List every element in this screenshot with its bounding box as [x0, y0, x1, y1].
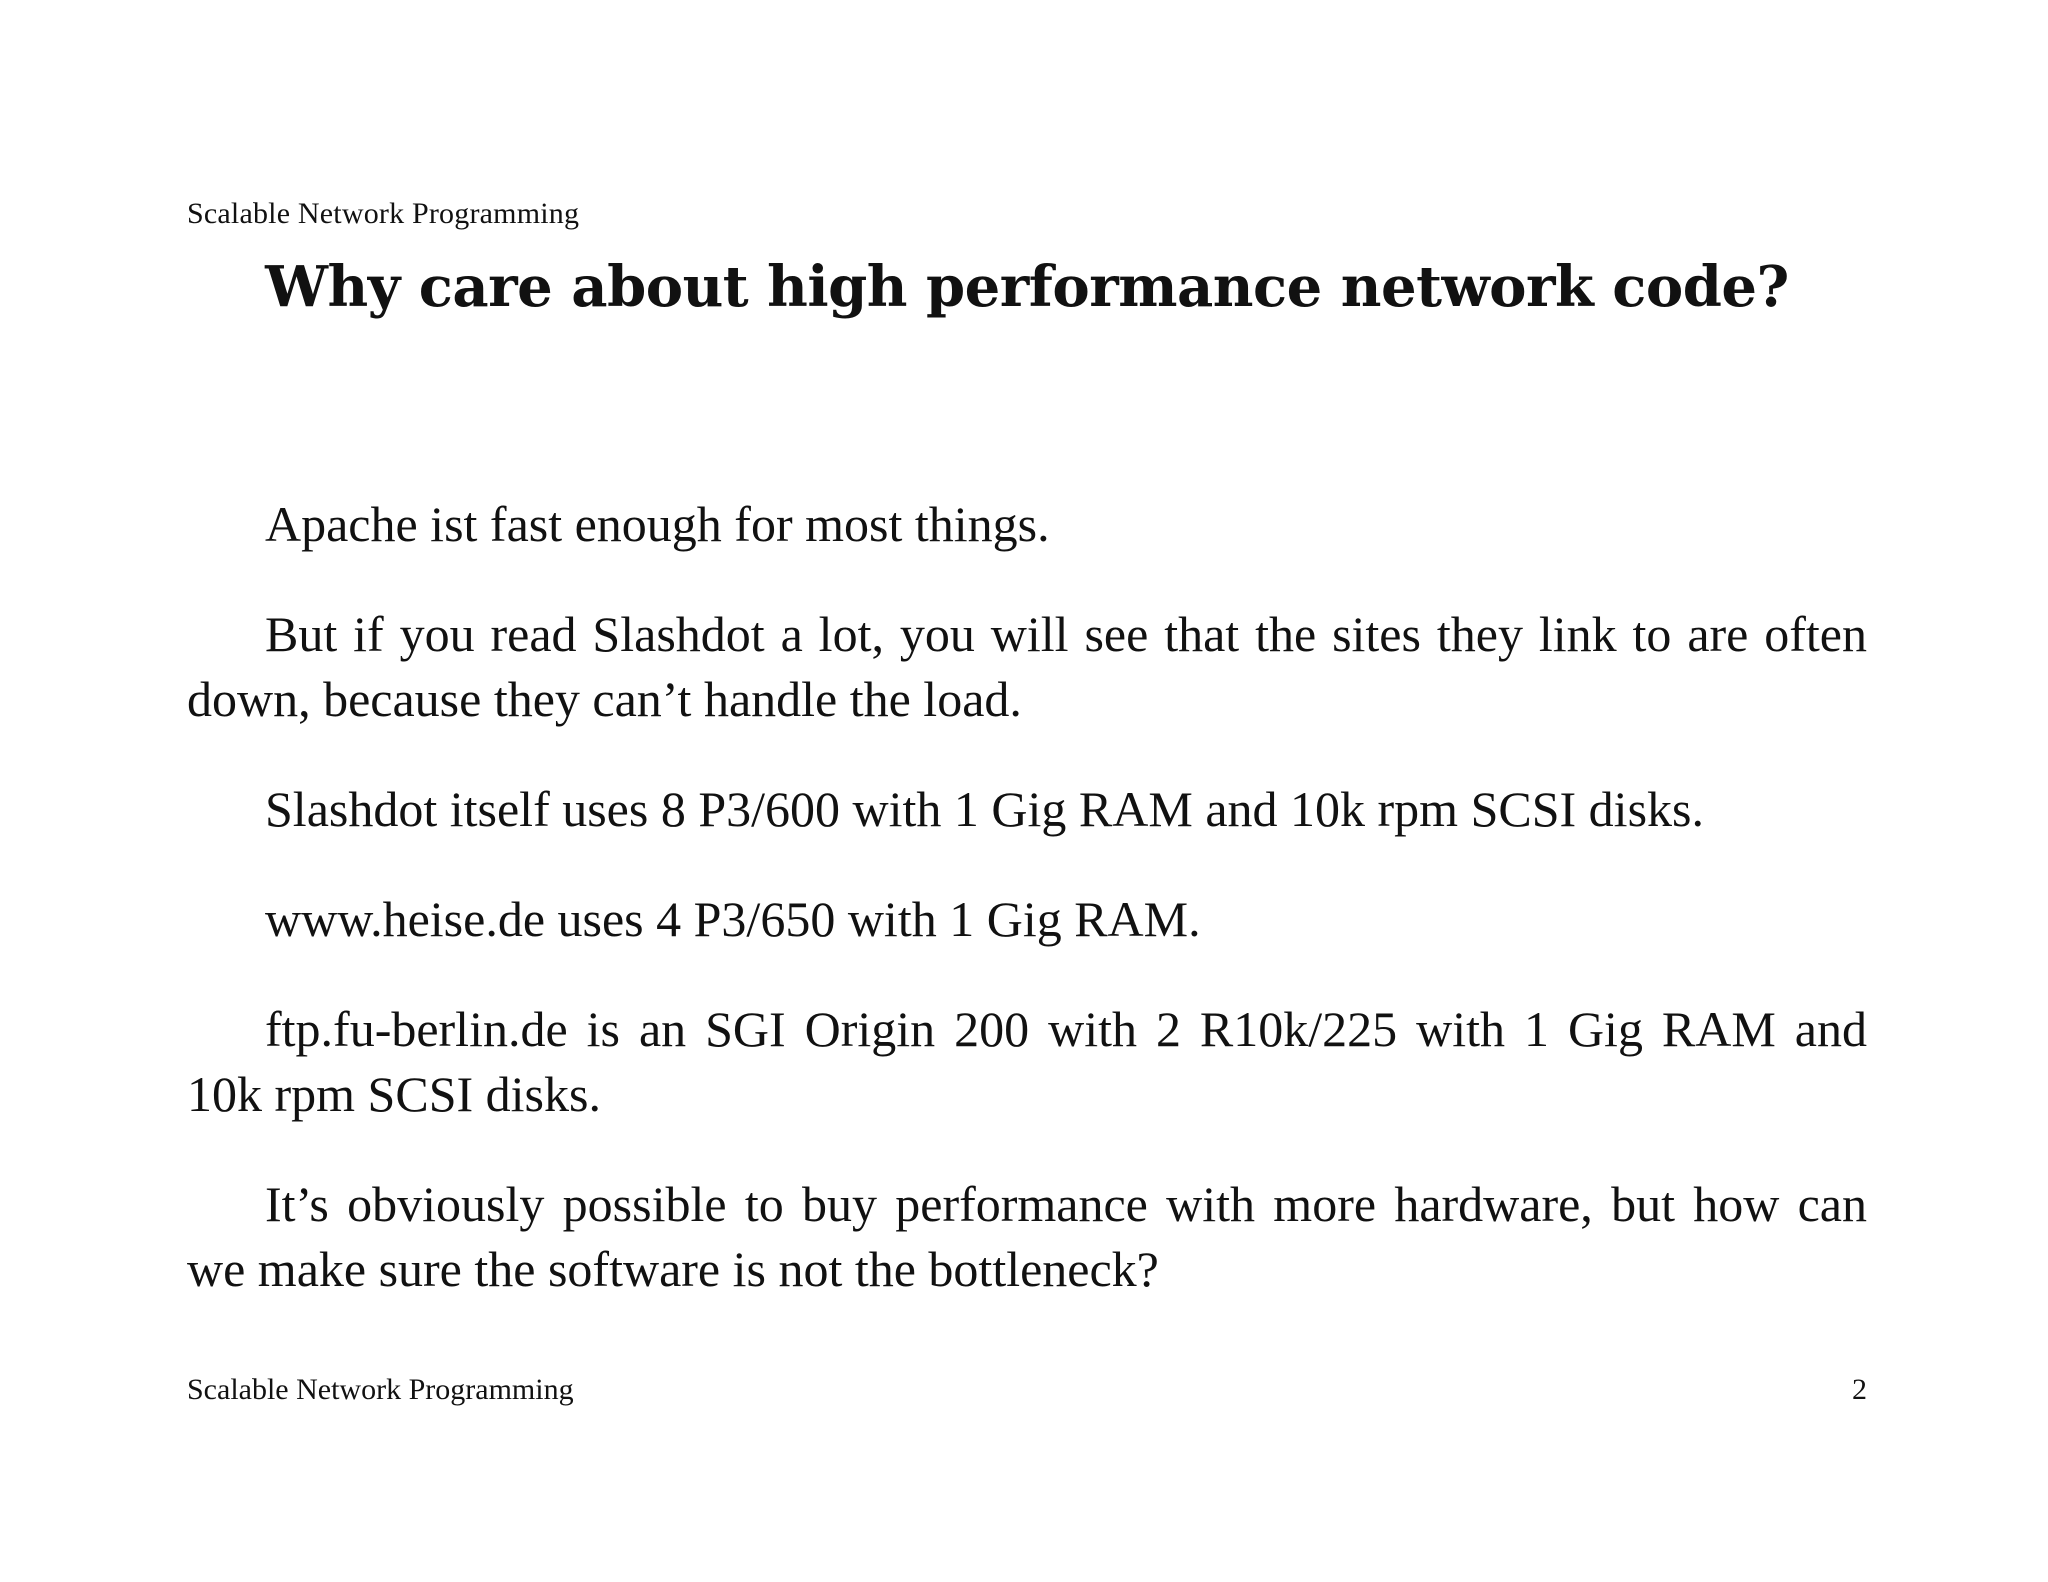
- paragraph-software-bottleneck: It’s obviously possible to buy performance with more hardware, but how can we make sure the software is not the bottleneck?: [187, 1176, 1867, 1297]
- running-footer: Scalable Network Programming: [187, 1373, 574, 1406]
- slide-title: Why care about high performance network code?: [265, 254, 1789, 320]
- paragraph-heise-hardware: www.heise.de uses 4 P3/650 with 1 Gig RAM.: [265, 891, 1201, 947]
- paragraph-apache: Apache ist fast enough for most things.: [265, 496, 1050, 552]
- paragraph-slashdot-hardware: Slashdot itself uses 8 P3/600 with 1 Gig RAM and 10k rpm SCSI disks.: [265, 781, 1704, 837]
- page-footer: [187, 1372, 1867, 1408]
- paragraph-fu-berlin-hardware: ftp.fu-berlin.de is an SGI Origin 200 with 2 R10k/225 with 1 Gig RAM and 10k rpm SCSI disks.: [187, 1001, 1867, 1122]
- running-header: Scalable Network Programming: [187, 197, 580, 230]
- slide-body: [187, 492, 1867, 1347]
- page-number: 2: [1852, 1373, 1867, 1406]
- paragraph-slashdot-load: But if you read Slashdot a lot, you will see that the sites they link to are often down, because they can’t handle the load.: [187, 606, 1867, 727]
